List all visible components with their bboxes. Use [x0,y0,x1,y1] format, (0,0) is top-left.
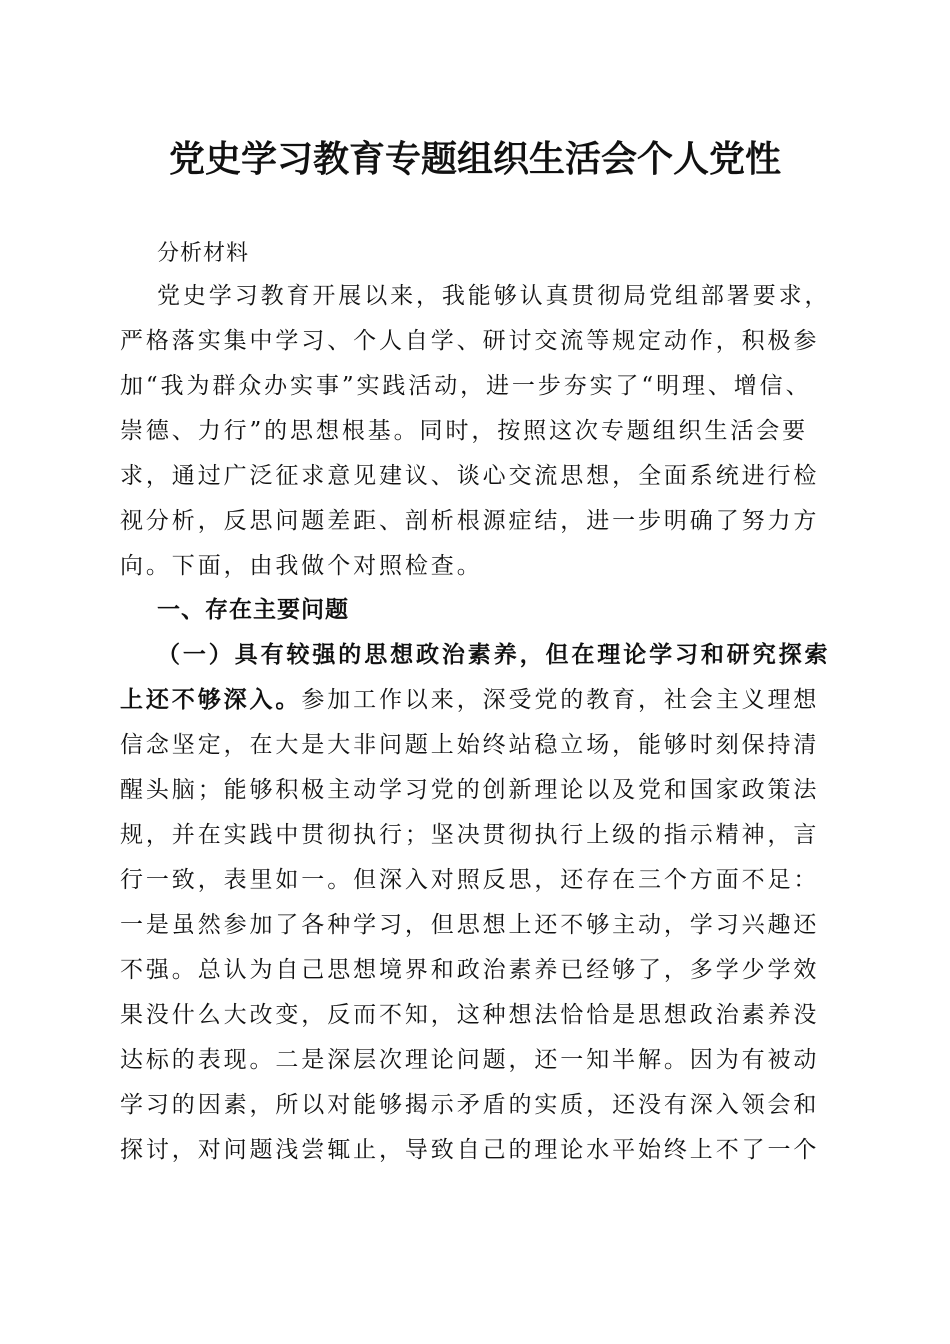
paragraph-line: 行一致，表里如一。但深入对照反思，还存在三个方面不足： [120,867,820,893]
paragraph-line: 醒头脑；能够积极主动学习党的创新理论以及党和国家政策法 [120,777,820,803]
document-title: 党史学习教育专题组织生活会个人党性 [168,138,781,180]
subsection-heading-line: （一）具有较强的思想政治素养，但在理论学习和研究探索 [157,641,831,668]
paragraph-line: 向。下面，由我做个对照检查。 [120,553,483,579]
paragraph-line: 视分析，反思问题差距、剖析根源症结，进一步明确了努力方 [120,508,820,534]
paragraph-text: 参加工作以来，深受党的教育，社会主义理想 [301,687,820,713]
paragraph-line: 求，通过广泛征求意见建议、谈心交流思想，全面系统进行检 [120,463,820,489]
paragraph-line [120,682,819,718]
paragraph-line: 学习的因素，所以对能够揭示矛盾的实质，还没有深入领会和 [120,1092,820,1118]
paragraph-line: 果没什么大改变，反而不知，这种想法恰恰是思想政治素养没 [120,1002,820,1028]
paragraph-line: 探讨，对问题浅尝辄止，导致自己的理论水平始终上不了一个 [120,1137,820,1163]
paragraph-line: 加“我为群众办实事”实践活动，进一步夯实了“明理、增信、 [120,373,812,399]
paragraph-line: 达标的表现。二是深层次理论问题，还一知半解。因为有被动 [120,1047,820,1073]
paragraph-line: 不强。总认为自己思想境界和政治素养已经够了，多学少学效 [120,957,820,983]
paragraph-line: 一是虽然参加了各种学习，但思想上还不够主动，学习兴趣还 [120,912,820,938]
paragraph-line: 信念坚定，在大是大非问题上始终站稳立场，能够时刻保持清 [120,732,820,758]
paragraph-line: 党史学习教育开展以来，我能够认真贯彻局党组部署要求， [157,283,831,309]
paragraph-line: 规，并在实践中贯彻执行；坚决贯彻执行上级的指示精神，言 [120,822,820,848]
document-subtitle: 分析材料 [157,241,250,266]
section-heading: 一、存在主要问题 [157,597,349,623]
paragraph-line: 严格落实集中学习、个人自学、研讨交流等规定动作，积极参 [120,328,820,354]
subsection-heading-tail: 上还不够深入。 [120,686,302,713]
paragraph-line: 崇德、力行”的思想根基。同时，按照这次专题组织生活会要 [120,418,809,444]
